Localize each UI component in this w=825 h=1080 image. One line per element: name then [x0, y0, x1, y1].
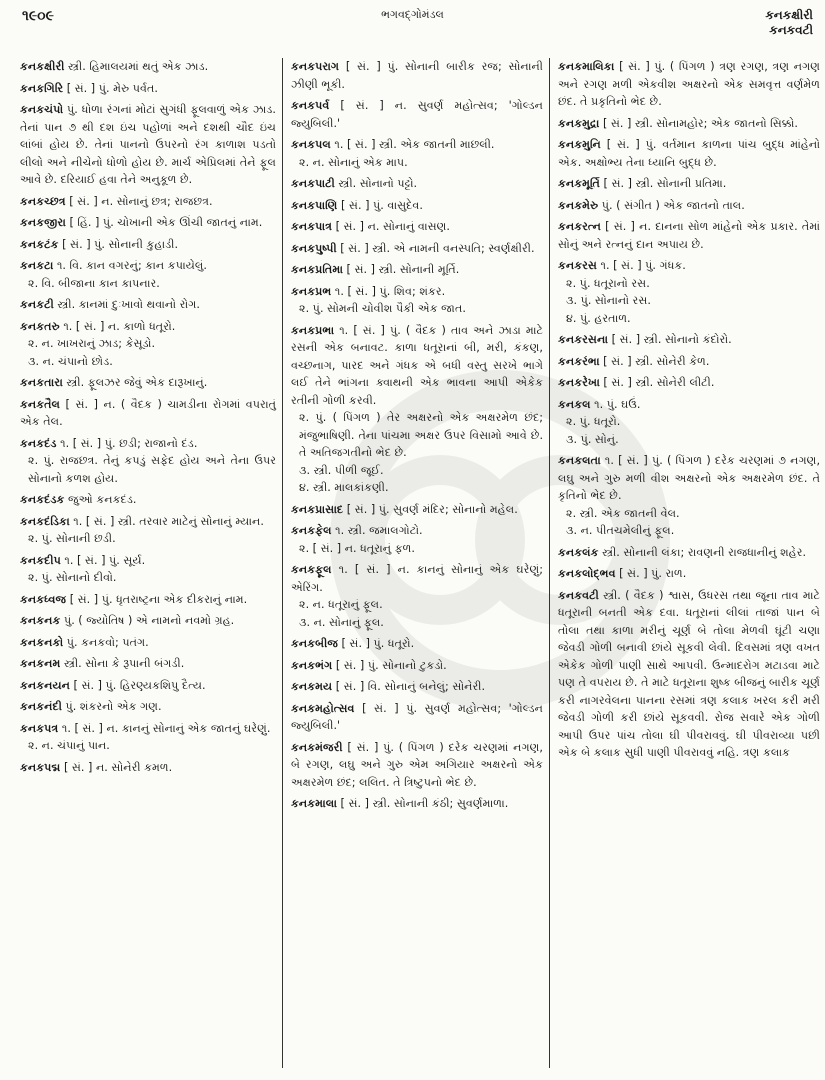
- definition: [ સં. ] પું. સુવર્ણ મંદિર; સોનાનો મહેલ.: [346, 502, 518, 516]
- dictionary-entry: [558, 587, 820, 762]
- headword: કનકટી: [20, 298, 54, 311]
- definition: સ્ત્રી. સોનાનો પટ્ટો.: [338, 177, 418, 190]
- headword: કનકરસ: [558, 259, 597, 272]
- headword: કનકપાત્ર: [291, 220, 333, 233]
- definition: સ્ત્રી. સોના કે રૂપાની બંગડી.: [63, 657, 185, 670]
- column-3: [550, 58, 820, 1068]
- dictionary-entry: [291, 739, 543, 792]
- dictionary-entry: [20, 552, 276, 587]
- definition: ૧. [ સં. ] સ્ત્રી. તરવાર માટેનું સોનાનું મ્યાન.: [73, 514, 264, 528]
- page-number: ૧૯૦૯: [22, 8, 54, 24]
- definition: [ સં. ] પું. મેરુ પર્વત.: [66, 81, 158, 95]
- dictionary-entry: [20, 759, 276, 777]
- headword: કનકબીજ: [291, 637, 338, 650]
- dictionary-entry: [20, 612, 276, 630]
- dictionary-entry: [20, 214, 276, 232]
- definition: [ સં. ] ન. ( વૈદક ) ચામડીના રોગમાં વપરાતું એક તેલ.: [20, 397, 276, 428]
- definition: ૧. [ સં. ] સ્ત્રી. એક જાતની માછલી.: [334, 138, 495, 151]
- dictionary-entry: [558, 175, 820, 193]
- page-header: [0, 0, 825, 52]
- headword: કનકલતા: [558, 454, 601, 467]
- definition: સ્ત્રી. ( વૈદક ) શ્વાસ, ઉધરસ તથા જૂના તાવ માટે ધતૂરાની બનતી એક દવા. ધતૂરાનાં લીલાં તાજાં પાન બે તોલા તથા કાળા મરીનું ચૂર્ણ બે તોલા મેળવી ઘૂંટી ચણા જેવડી ગોળી બનાવી છાંયે સૂકવી લેવી. દિવસમાં ત્રણ વખત એકેક ગોળી પાણી સાથે આપવી. ઉન્માદરોગ મટાડવા માટે પણ તે વપરાય છે. તે માટે ધતૂરાના શુષ્ક બીજનું બારીક ચૂર્ણ કરી નાગરવેલના પાનના રસમાં ત્રણ કલાક ખરલ કરી મરી જેવડી ગોળી કરી છાંયે સૂકવવી. રોજ સવારે એક ગોળી આપી ઉપર પાંચ તોલા ઘી પીવરાવવું. ઘી પીવરાવ્યા પછી એક બે કલાક સુધી પાણી પીવરાવવું નહિ. ત્રણ કલાક: [558, 588, 820, 759]
- definition: [ સં. ] પું. સોનાનો ટુકડો.: [335, 658, 447, 672]
- dictionary-entry: [20, 318, 276, 371]
- sense: ૨. ન. ખાખરાનું ઝાડ; કેસૂડો.: [28, 337, 156, 350]
- headword: કનકટંક: [20, 237, 59, 251]
- definition: [ સં. ] વિ. સોનાનું બનેલું; સોનેરી.: [335, 680, 486, 693]
- definition: ૧. [ સં. ] ન. કાળો ધતૂરો.: [63, 319, 176, 333]
- sense: ૩. ન. ચંપાનો છોડ.: [28, 354, 113, 368]
- headword: કનકરસના: [558, 333, 609, 346]
- headword: કનકમહોત્સવ: [291, 701, 355, 715]
- sense: ૪. સ્ત્રી. માલકાંકણી.: [299, 481, 389, 494]
- dictionary-entry: [20, 396, 276, 431]
- headword: કનકપ્રભા: [291, 323, 335, 337]
- dictionary-entry: [291, 678, 543, 696]
- headword: કનકમેરુ: [558, 198, 599, 212]
- definition: [ સં. ] ન. સોનાનું વાસણ.: [335, 220, 450, 233]
- sense: ૨. પું. સોનાનો દીવો.: [28, 571, 117, 584]
- definition: ૧. [ સં. ] પું. સૂર્ય.: [64, 553, 146, 567]
- headword: કનકમંજરી: [291, 740, 343, 754]
- dictionary-entry: [20, 435, 276, 488]
- dictionary-entry: [20, 257, 276, 292]
- definition: [ સં. ] સ્ત્રી. સોનેરી કેળ.: [603, 354, 710, 368]
- headword: કનકપાટી: [291, 177, 335, 190]
- definition: ૧. [ સં. ] પું. છડી; રાજાનો દંડ.: [60, 436, 198, 450]
- headword: કનકમુદ્રા: [558, 116, 600, 130]
- dictionary-entry: [291, 136, 543, 171]
- headword: કનકપ્રતિમા: [291, 263, 343, 276]
- definition: સ્ત્રી. સોનાની લંકા; રાવણની રાજધાનીનું શહેર.: [602, 545, 807, 559]
- sense: ૩. પું. સોનાનો રસ.: [566, 294, 651, 307]
- sense: ૨. ન. સોનાનું એક માપ.: [299, 155, 408, 169]
- dictionary-entry: [20, 677, 276, 695]
- dictionary-entry: [291, 501, 543, 519]
- headword: કનકપુષ્પી: [291, 241, 337, 255]
- sense: ૨. પું. ( પિંગળ ) તેર અક્ષરનો એક અક્ષરમેળ છંદ; મંજુભાષિણી. તેના પાંચમા અક્ષર ઉપર વિસામો આવે છે. તે અતિજગતીનો ભેદ છે.: [299, 411, 543, 459]
- definition: [ સં. ] પું. સુવર્ણ મહોત્સવ; 'ગોલ્ડન જ્યુબિલી.': [291, 701, 544, 732]
- definition: પું. શંકરનો એક ગણ.: [65, 700, 162, 713]
- sense: ૨. ન. ધતૂરાનું ફૂલ.: [299, 598, 383, 611]
- headword: કનકપદ્મ: [20, 760, 61, 774]
- definition: ૧. [ સં. ] પું. ગંધક.: [600, 259, 686, 272]
- definition: ૧. [ સં. ] પું. ( પિંગળ ) દરેક ચરણમાં ૭ નગણ, લઘુ અને ગુરુ મળી વીશ અક્ષરનો એક અક્ષરમેળ છંદ. તે કૃતિનો ભેદ છે.: [558, 454, 820, 502]
- definition: [ સં. ] પું. રાળ.: [619, 567, 687, 580]
- headword: કનકદંડિકા: [20, 514, 70, 528]
- sense: ૨. પું. સોમની ચોવીશ પૈકી એક જાત.: [299, 302, 466, 315]
- headword: કનકમાલા: [291, 797, 337, 810]
- guide-word-first: કનકક્ષીરી: [765, 8, 813, 22]
- column-2: [282, 58, 550, 1068]
- dictionary-entry: [291, 261, 543, 279]
- headword: કનકમાલિકા: [558, 60, 615, 73]
- headword: કનકતારા: [20, 376, 63, 389]
- dictionary-entry: [20, 296, 276, 314]
- headword: કનકતૈલ: [20, 397, 61, 411]
- definition: [ સં. ] સ્ત્રી. સોનાની કંઠી; સુવર્ણમાળા.: [340, 797, 509, 810]
- dictionary-entry: [291, 97, 543, 132]
- definition: સ્ત્રી. ફૂલઝર જેવું એક દારૂખાનું.: [66, 376, 208, 389]
- headword: કનકપરાગ: [291, 60, 340, 73]
- dictionary-entry: [558, 115, 820, 133]
- dictionary-entry: [20, 236, 276, 254]
- dictionary-entry: [558, 58, 820, 111]
- dictionary-entry: [558, 136, 820, 171]
- sense: ૪. પું. હરતાળ.: [566, 311, 631, 325]
- sense: ૩. પું. સોનું.: [566, 432, 619, 446]
- headword: કનકરત્ન: [558, 220, 601, 233]
- headword: કનકપાણિ: [291, 198, 338, 212]
- definition: ૧. [ સં. ] પું. ( વૈદક ) તાવ અને ઝાડા માટે રસની એક બનાવટ. કાળા ધતૂરાનાં બી, મરી, કંકણ, વચ્છનાગ, પારદ અને ગંધક એ બધી વસ્તુ સરખે ભાગે લઈ તેને ભાંગના ક્વાથની એક ભાવના આપી એકેક રતીની ગોળી કરવી.: [291, 323, 544, 407]
- headword: કનકનમ: [20, 657, 61, 670]
- definition: [ સં. ] પું. ધતૂરો.: [341, 637, 415, 650]
- definition: [ સં. ] ન. સોનેરી કમળ.: [63, 760, 173, 774]
- headword: કનકપર્વ: [291, 99, 330, 112]
- definition: [ સં. ] પું. વાસુદેવ.: [340, 198, 423, 212]
- definition: ૧. [ સં. ] ન. કાનનું સોનાનું એક જાતનું ઘરેણું.: [61, 721, 271, 735]
- book-title: ભગવદ્ગોમંડલ: [381, 8, 444, 21]
- guide-word-last: કનકવટી: [769, 23, 813, 37]
- dictionary-entry: [291, 197, 543, 215]
- dictionary-entry: [20, 698, 276, 716]
- headword: કનકદંડક: [20, 493, 65, 506]
- headword: કનકદંડ: [20, 436, 57, 450]
- definition: [ સં. ] સ્ત્રી. સોનાનો કંદોરો.: [611, 333, 732, 346]
- headword: કનકપ્રાસાદ: [291, 502, 344, 516]
- dictionary-entry: [558, 452, 820, 540]
- definition: પું. કનકવો; પતંગ.: [66, 635, 149, 649]
- definition: જુઓ કનકદંડ.: [68, 493, 137, 506]
- dictionary-entry: [558, 396, 820, 449]
- dictionary-entry: [291, 635, 543, 653]
- sense: ૨. [ સં. ] ન. ધતૂરાનું ફળ.: [299, 541, 415, 555]
- definition: ૧. પું. ઘઉં.: [594, 397, 641, 411]
- dictionary-entry: [20, 374, 276, 392]
- column-1: [20, 58, 282, 1068]
- dictionary-entry: [291, 218, 543, 236]
- sense: ૩. સ્ત્રી. પીળી જૂઈ.: [299, 463, 384, 477]
- dictionary-entry: [558, 197, 820, 215]
- definition: [ સં. ] પું. સોનાની બારીક રજ; સોનાની ઝીણી ભૂકી.: [291, 60, 543, 91]
- dictionary-entry: [291, 283, 543, 318]
- dictionary-entry: [20, 58, 276, 76]
- headword: કનકક્ષીરી: [20, 60, 65, 73]
- sense: ૨. સ્ત્રી. એક જાતની વેલ.: [566, 506, 680, 520]
- definition: [ સં. ] ન. દાનના સોળ માંહેનો એક પ્રકાર. તેમાં સોનું અને રત્નનું દાન અપાય છે.: [558, 220, 820, 251]
- dictionary-entry: [20, 513, 276, 548]
- sense: ૩. ન. સોનાનું ફૂલ.: [299, 615, 384, 629]
- dictionary-entry: [558, 565, 820, 583]
- definition: [ સં. ] ન. સોનાનું છત્ર; રાજછત્ર.: [69, 194, 213, 208]
- headword: કનકફૂલ: [291, 563, 332, 576]
- definition: પું. ( જ્યોતિષ ) એ નામનો નવમો ગ્રહ.: [63, 614, 235, 627]
- headword: કનકપત્ર: [20, 721, 59, 735]
- dictionary-entry: [20, 193, 276, 211]
- headword: કનકચ્છત્ર: [20, 194, 66, 208]
- definition: ૧. સ્ત્રી. જમાલગોટો.: [335, 524, 423, 537]
- definition: [ સં. ] પું. ( પિંગળ ) ત્રણ રગણ, ત્રણ નગણ અને રગણ મળી એકવીશ અક્ષરનો એક સમવૃત્ત વર્ણમેળ છંદ. તે પ્રકૃતિનો ભેદ છે.: [558, 60, 820, 108]
- dictionary-entry: [20, 655, 276, 673]
- headword: કનકતરુ: [20, 319, 60, 333]
- dictionary-entry: [291, 322, 543, 497]
- sense: ૨. પું. ધતૂરાનો રસ.: [566, 276, 650, 290]
- definition: પું. ધોળા રંગનાં મોટાં સુગંધી ફૂલવાળું એક ઝાડ. તેનાં પાન ૭ થી દશ ઇંચ પહોળાં અને દશથી ચૌદ ઇંચ લાંબાં હોય છે. તેનાં પાનનો ઉપરનો રંગ કાળાશ પડતો લીલો અને નીચેનો ધોળો હોય છે. માર્ચ એપ્રિલમાં તેને ફૂલ આવે છે. દરિયાઈ હવા તેને અનુકૂળ છે.: [20, 103, 276, 186]
- sense: ૨. પું. રાજછત્ર. તેનું કપડું સફેદ હોય અને તેના ઉપર સોનાનો કળશ હોય.: [28, 454, 276, 485]
- dictionary-entry: [20, 720, 276, 755]
- definition: [ સં. ] પું. ધૃતરાષ્ટ્રના એક દીકરાનું નામ.: [69, 592, 248, 606]
- definition: [ સં. ] સ્ત્રી. સોનાની પ્રતિમા.: [603, 177, 727, 190]
- headword: કનકજીરા: [20, 216, 66, 229]
- definition: [ સં. ] સ્ત્રી. સોનેરી લીટી.: [603, 376, 715, 389]
- headword: કનકરંભા: [558, 354, 600, 368]
- dictionary-entry: [291, 561, 543, 631]
- guide-words: [765, 8, 813, 38]
- definition: [ સં. ] પું. હિરણ્યકશિપુ દૈત્ય.: [73, 678, 206, 692]
- dictionary-entry: [20, 591, 276, 609]
- dictionary-entry: [291, 795, 543, 813]
- headword: કનકભંગ: [291, 658, 333, 672]
- headword: કનકમુનિ: [558, 138, 601, 151]
- headword: કનકવટી: [558, 588, 599, 602]
- dictionary-entry: [20, 101, 276, 189]
- dictionary-entry: [291, 175, 543, 193]
- sense: ૨. પું. સોનાની છડી.: [28, 532, 116, 545]
- headword: કનકધ્વજ: [20, 592, 67, 606]
- dictionary-entry: [20, 491, 276, 509]
- definition: ૧. [ સં. ] પું. શિવ; શંકર.: [334, 284, 446, 298]
- definition: સ્ત્રી. કાનમાં દુઃખાવો થવાનો રોગ.: [57, 298, 200, 311]
- definition: [ સં. ] સ્ત્રી. સોનામહોર; એક જાતનો સિક્કો.: [602, 116, 798, 130]
- headword: કનકદીપ: [20, 553, 61, 567]
- definition: [ સં. ] ન. સુવર્ણ મહોત્સવ; 'ગોલ્ડન જ્યુબિલી.': [291, 99, 544, 130]
- sense: ૨. પું. ધતૂરો.: [566, 415, 621, 428]
- headword: કનકનયન: [20, 678, 70, 692]
- sense: ૨. વિ. બીજાના કાન કાપનાર.: [28, 276, 160, 290]
- dictionary-entry: [20, 634, 276, 652]
- dictionary-entry: [20, 80, 276, 98]
- dictionary-entry: [291, 700, 543, 735]
- headword: કનકપ્રભ: [291, 284, 332, 298]
- headword: કનકમય: [291, 680, 333, 693]
- definition: [ હિં. ] પું. ચોખાની એક ઊંચી જાતનું નામ.: [69, 216, 263, 229]
- definition: [ સં. ] પું. વર્તમાન કાળના પાંચ બુદ્ધ માંહેનો એક. અક્ષોભ્ય તેના ધ્યાનિ બુદ્ધ છે.: [558, 138, 820, 169]
- definition: [ સં. ] સ્ત્રી. સોનાની મૂર્તિ.: [346, 263, 460, 276]
- headword: કનકચંપો: [20, 103, 64, 116]
- headword: કનકનકો: [20, 635, 64, 649]
- dictionary-entry: [291, 657, 543, 675]
- headword: કનકરેખા: [558, 376, 600, 389]
- headword: કનકપલ: [291, 138, 331, 151]
- definition: [ સં. ] પું. ( પિંગળ ) દરેક ચરણમાં નગણ, બે રગણ, લઘુ અને ગુરુ એમ અગિયાર અક્ષરનો એક અક્ષરમેળ છંદ; લલિત. તે ત્રિષ્ટુપનો ભેદ છે.: [291, 740, 543, 789]
- headword: કનકફેલ: [291, 524, 332, 537]
- headword: કનકટા: [20, 259, 54, 272]
- dictionary-entry: [558, 374, 820, 392]
- dictionary-entry: [291, 240, 543, 258]
- definition: [ સં. ] પું. સોનાની કુહાડી.: [62, 237, 179, 251]
- headword: કનકનક: [20, 614, 61, 627]
- sense: ૩. ન. પીતચમેલીનું ફૂલ.: [566, 524, 675, 537]
- dictionary-entry: [291, 58, 543, 93]
- definition: ૧. [ સં. ] ન. કાનનું સોનાનું એક ઘરેણું; એરિંગ.: [291, 563, 543, 594]
- dictionary-entry: [558, 218, 820, 253]
- dictionary-entry: [558, 331, 820, 349]
- definition: ૧. વિ. કાન વગરનું; કાન કપાયેલું.: [56, 259, 207, 272]
- dictionary-entry: [558, 353, 820, 371]
- definition: [ સં. ] સ્ત્રી. એ નામની વનસ્પતિ; સ્વર્ણક્ષીરી.: [340, 241, 535, 255]
- headword: કનકલ: [558, 397, 591, 411]
- sense: ૨. ન. ચંપાનું પાન.: [28, 739, 110, 752]
- headword: કનકલોદ્ભવ: [558, 567, 616, 580]
- dictionary-columns: [20, 58, 820, 1068]
- headword: કનકનંદી: [20, 700, 62, 713]
- headword: કનકગિરિ: [20, 81, 64, 95]
- headword: કનકલંક: [558, 545, 599, 559]
- definition: પું. ( સંગીત ) એક જાતનો તાલ.: [601, 198, 745, 212]
- dictionary-entry: [558, 544, 820, 562]
- dictionary-entry: [291, 522, 543, 557]
- headword: કનકમૂર્તિ: [558, 177, 600, 190]
- definition: સ્ત્રી. હિમાલયમાં થતું એક ઝાડ.: [68, 60, 209, 73]
- dictionary-entry: [558, 257, 820, 327]
